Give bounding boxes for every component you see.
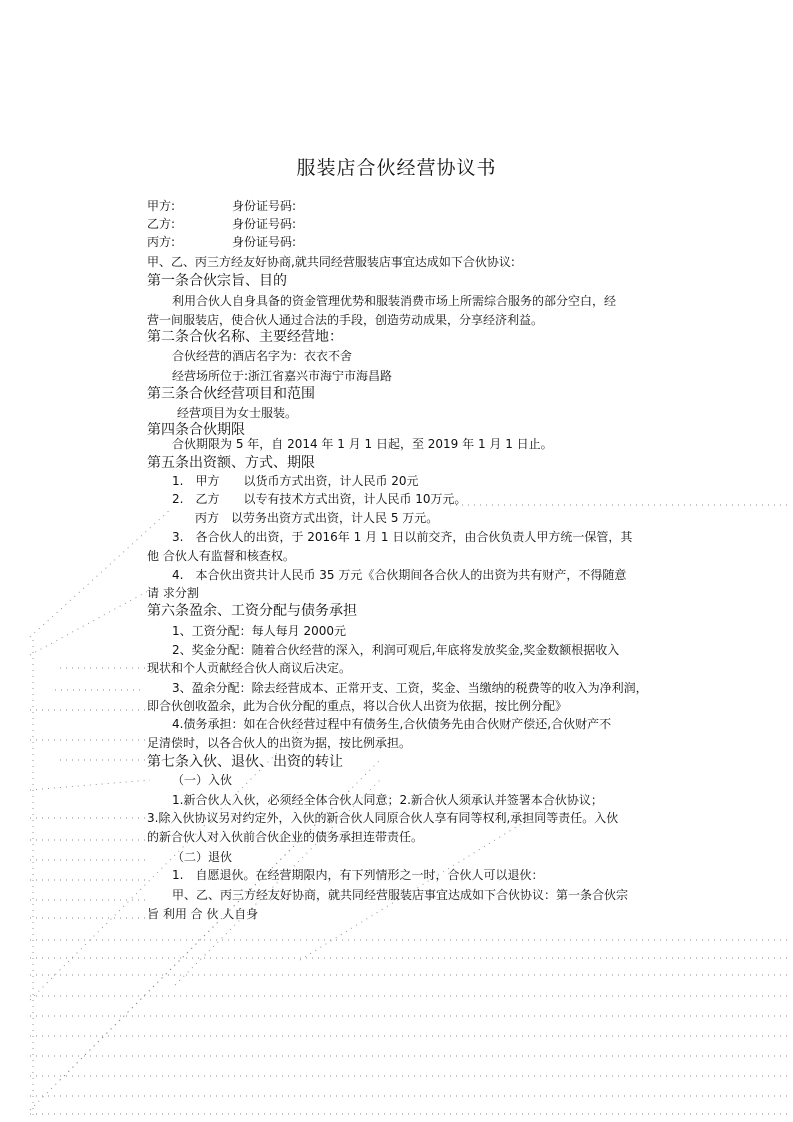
article-2-place-line: 经营场所位于:浙江省嘉兴市海宁市海昌路 xyxy=(172,369,393,383)
party-b-id-label: 身份证号码: xyxy=(232,217,297,231)
article-6-wage-line: 1、工资分配：每人每月 2000元 xyxy=(172,624,346,638)
document-title: 服装店合伙经营协议书 xyxy=(296,157,497,179)
article-5-item-4-line-2: 他 合伙人有监督和核查权。 xyxy=(147,549,295,563)
article-4-text: 合伙期限为 5 年，自 2014 年 1 月 1 日起，至 2019 年 1 月 1 日止。 xyxy=(172,437,553,451)
article-4-heading: 第四条合伙期限 xyxy=(147,422,245,438)
article-7-join-line-2: 3.除入伙协议另对约定外，入伙的新合伙人同原合伙人享有同等权利,承担同等责任。入伙 xyxy=(147,811,619,825)
article-3-text: 经营项目为女士服装。 xyxy=(177,406,298,420)
article-6-surplus-line-1: 3、盈余分配：除去经营成本、正常开支、工资，奖金、当缴纳的税费等的收入为净利润， xyxy=(172,681,648,695)
article-5-item-1: 1. 甲方 以货币方式出资，计人民币 20元 xyxy=(172,474,419,488)
article-2-heading: 第二条合伙名称、主要经营地： xyxy=(147,329,343,345)
article-1-heading: 第一条合伙宗旨、目的 xyxy=(147,273,287,289)
party-c-label: 丙方: xyxy=(147,235,176,249)
article-1-text-line-1: 利用合伙人自身具备的资金管理优势和服装消费市场上所需综合服务的部分空白，经 xyxy=(172,294,617,308)
article-7-withdraw-line-2: 甲、乙、丙三方经友好协商，就共同经营服装店事宜达成如下合伙协议：第一条合伙宗 xyxy=(172,888,629,902)
article-1-text-line-2: 营一间服装店，使合伙人通过合法的手段，创造劳动成果，分享经济利益。 xyxy=(147,313,544,327)
article-7-withdraw-line-3: 旨 利用 合 伙 人自身 xyxy=(147,907,259,921)
article-7-sub-1: （一）入伙 xyxy=(172,773,233,787)
article-7-withdraw-line-1: 1. 自愿退伙。在经营期限内，有下列情形之一时，合伙人可以退伙： xyxy=(172,868,544,882)
article-6-bonus-line-2: 现状和个人贡献经合伙人商议后决定。 xyxy=(147,661,352,675)
article-7-join-line-1: 1.新合伙人入伙，必须经全体合伙人同意；2.新合伙人须承认并签署本合伙协议； xyxy=(172,793,603,807)
party-b-label: 乙方: xyxy=(147,217,176,231)
intro-paragraph: 甲、乙、丙三方经友好协商,就共同经营服装店事宜达成如下合伙协议: xyxy=(147,255,515,269)
article-5-item-4-line-1: 3. 各合伙人的出资，于 2016年 1 月 1 日以前交齐，由合伙负责人甲方统一保管，其 xyxy=(172,530,633,544)
article-5-item-5-line-2: 请 求分割 xyxy=(147,586,199,600)
article-7-join-line-3: 的新合伙人对入伙前合伙企业的债务承担连带责任。 xyxy=(147,830,424,844)
article-5-heading: 第五条出资额、方式、期限 xyxy=(147,455,315,471)
article-5-item-2: 2. 乙方 以专有技术方式出资，计人民币 10万元。 xyxy=(172,492,467,506)
article-6-heading: 第六条盈余、工资分配与债务承担 xyxy=(147,603,357,619)
article-5-item-5-line-1: 4. 本合伙出资共计人民币 35 万元《合伙期间各合伙人的出资为共有财产，不得随意 xyxy=(172,568,627,582)
article-6-debt-line-2: 足清偿时，以各合伙人的出资为据，按比例承担。 xyxy=(147,736,412,750)
article-5-item-3: 丙方 以劳务出资方式出资，计人民 5 万元。 xyxy=(195,511,439,525)
article-2-name-line: 合伙经营的酒店名字为：衣衣不舍 xyxy=(172,349,353,363)
party-a-label: 甲方: xyxy=(147,199,176,213)
article-6-bonus-line-1: 2、奖金分配：随着合伙经营的深入，利润可观后,年底将发放奖金,奖金数额根据收入 xyxy=(172,643,620,657)
article-7-sub-2: （二）退伙 xyxy=(172,850,233,864)
party-a-id-label: 身份证号码: xyxy=(232,199,297,213)
article-7-heading: 第七条入伙、退伙、出资的转让 xyxy=(147,754,343,770)
article-3-heading: 第三条合伙经营项目和范围 xyxy=(147,386,315,402)
party-c-id-label: 身份证号码: xyxy=(232,235,297,249)
article-6-debt-line-1: 4.债务承担：如在合伙经营过程中有债务生,合伙债务先由合伙财产偿还,合伙财产不 xyxy=(172,717,612,731)
article-6-surplus-line-2: 即合伙创收盈余，此为合伙分配的重点，将以合伙人出资为依据，按比例分配》 xyxy=(147,699,568,713)
